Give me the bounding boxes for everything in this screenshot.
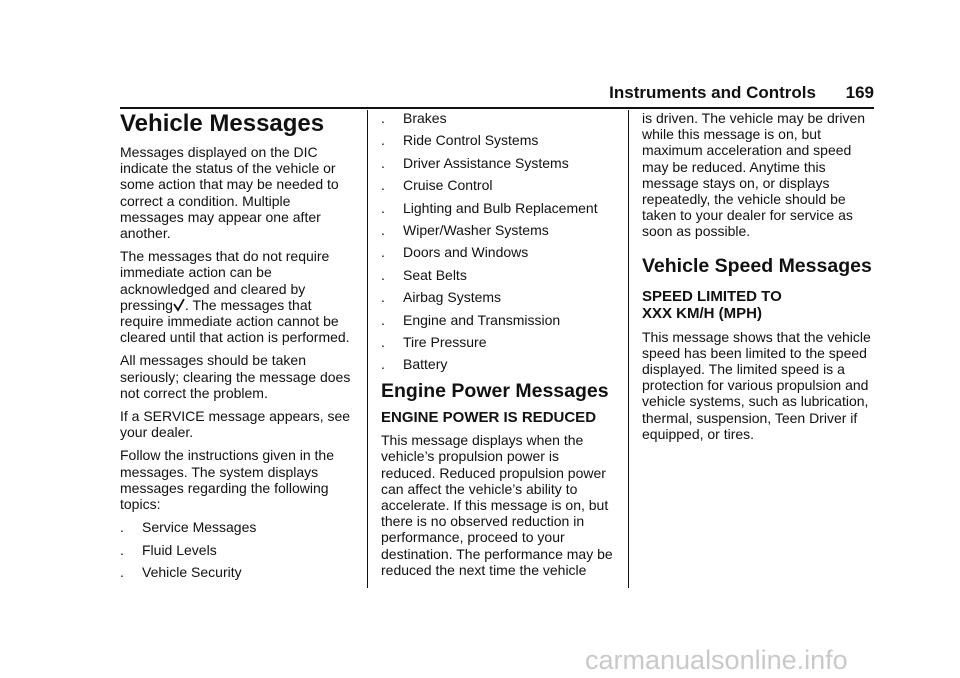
list-item-text: Doors and Windows [403, 244, 529, 261]
bullet: . [381, 333, 385, 350]
engine-power-reduced-subheading: ENGINE POWER IS REDUCED [381, 408, 597, 426]
paragraph: Messages displayed on the DIC indicate the status of the vehicle or some action that may be needed to correct a condition. Multiple messages may appear one after another. [120, 144, 339, 242]
bullet: . [381, 132, 385, 149]
list-item [381, 110, 613, 126]
paragraph: Follow the instructions given in the messages. The system displays messages regarding the following topics: [120, 447, 334, 513]
list-item-text: Airbag Systems [403, 289, 502, 306]
list-item [120, 564, 352, 580]
column-divider [367, 110, 368, 588]
list-item-text: Tire Pressure [403, 333, 487, 350]
bullet: . [381, 221, 385, 238]
list-item-text: Lighting and Bulb Replacement [403, 199, 598, 216]
bullet: . [120, 519, 124, 536]
bullet: . [381, 244, 385, 261]
list-item [381, 222, 613, 238]
vehicle-messages-heading: Vehicle Messages [120, 110, 325, 137]
checkmark-icon [173, 298, 185, 312]
bullet: . [381, 177, 385, 194]
bullet: . [120, 564, 124, 581]
list-item-text: Vehicle Security [142, 564, 242, 581]
list-item-text: Driver Assistance Systems [403, 154, 569, 171]
list-item [381, 132, 613, 148]
paragraph: All messages should be taken seriously; clearing the message does not correct the problem. [120, 352, 351, 401]
list-item-text: Seat Belts [403, 266, 467, 283]
list-item [381, 289, 613, 305]
column-divider [628, 110, 629, 588]
list-item [381, 200, 613, 216]
list-item [381, 334, 613, 350]
list-item-text: Cruise Control [403, 177, 493, 194]
list-item-text: Ride Control Systems [403, 132, 539, 149]
list-item-text: Battery [403, 356, 448, 373]
list-item-text: Engine and Transmission [403, 311, 561, 328]
list-item [381, 312, 613, 328]
bullet: . [381, 356, 385, 373]
list-item [381, 356, 613, 372]
paragraph [120, 248, 352, 345]
paragraph: This message shows that the vehicle speed has been limited to the speed displayed. The limited speed is a protection for various propulsion and vehicle systems, such as lubrication, thermal, suspension, Teen Driver if equipped, or tires. [642, 328, 871, 442]
bullet: . [120, 541, 124, 558]
list-item [381, 244, 613, 260]
page-header [120, 83, 874, 107]
bullet: . [381, 199, 385, 216]
list-item [120, 519, 352, 535]
speed-limited-subheading-line1: SPEED LIMITED TO [642, 287, 782, 305]
column-1 [120, 110, 352, 586]
list-item-text: Service Messages [142, 519, 257, 536]
paragraph: This message displays when the vehicle’s propulsion power is reduced. Reduced propulsion power can affect the vehicle’s ability to accelerate. If this message is on, but there is no observed reduction in performance, proceed to your destination. The performance may be reduced the next time the vehicle [381, 432, 613, 578]
engine-power-messages-heading: Engine Power Messages [381, 379, 609, 402]
column-2 [381, 110, 613, 585]
list-item [381, 267, 613, 283]
paragraph: is driven. The vehicle may be driven while this message is on, but maximum acceleration and speed may be reduced. Anytime this message stays on, or displays repeatedly, the vehicle should be taken to your dealer for service as soon as possible. [642, 110, 866, 240]
bullet: . [381, 110, 385, 126]
paragraph-text: The messages that do not require immediate action can be acknowledged and cleared by pressing [120, 248, 330, 313]
section-title: Instruments and Controls [609, 83, 816, 102]
bullet: . [381, 266, 385, 283]
list-item-text: Wiper/Washer Systems [403, 221, 549, 238]
bullet: . [381, 311, 385, 328]
list-item-text: Fluid Levels [142, 541, 217, 558]
list-item [381, 155, 613, 171]
topic-list [381, 110, 613, 373]
header-rule [120, 107, 874, 109]
bullet: . [381, 289, 385, 306]
speed-limited-subheading-line2: XXX KM/H (MPH) [642, 305, 762, 323]
bullet: . [381, 154, 385, 171]
topic-list [120, 519, 352, 580]
vehicle-speed-messages-heading: Vehicle Speed Messages [642, 254, 872, 277]
list-item [381, 177, 613, 193]
watermark: carmanualsonline.info [585, 645, 848, 675]
column-3 [642, 110, 874, 449]
paragraph: If a SERVICE message appears, see your dealer. [120, 408, 351, 441]
list-item [120, 542, 352, 558]
page-number: 169 [845, 83, 874, 102]
list-item-text: Brakes [403, 110, 447, 126]
paragraph-text: . The messages that require immediate action cannot be cleared until that action is performed. [120, 296, 350, 346]
